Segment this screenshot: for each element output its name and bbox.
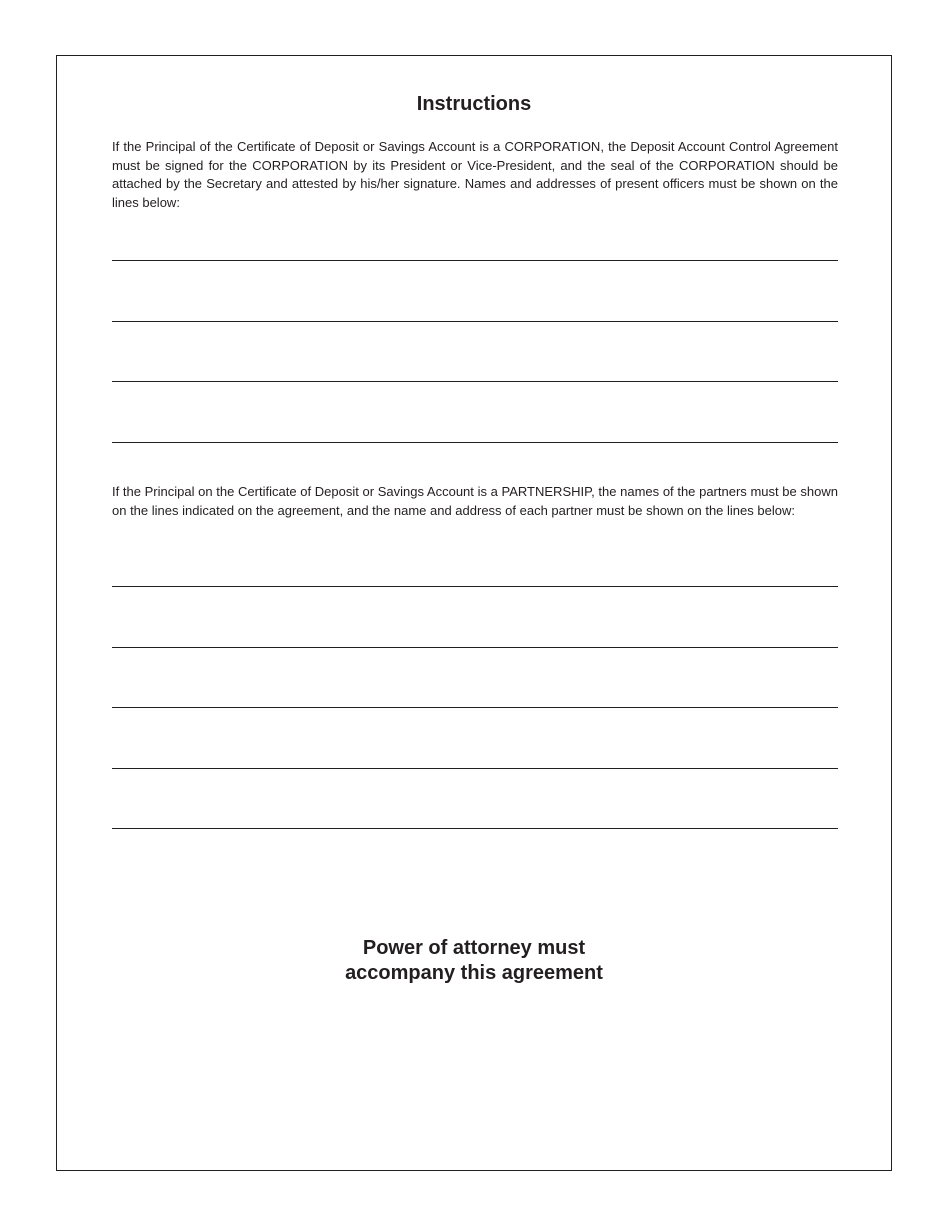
- officer-line-1[interactable]: [112, 260, 838, 261]
- power-of-attorney-notice: [57, 936, 891, 986]
- notice-line-1: Power of attorney must: [362, 937, 586, 959]
- partnership-instructions: If the Principal on the Certificate of Deposit or Savings Account is a PARTNERSHIP, the names of the partners must be shown on the lines indicated on the agreement, and the name and address of each partner must be shown on the lines below:: [112, 484, 838, 518]
- partner-line-3[interactable]: [112, 707, 838, 708]
- notice-line-2: accompany this agreement: [345, 962, 603, 984]
- officer-line-3[interactable]: [112, 381, 838, 382]
- officer-line-2[interactable]: [112, 321, 838, 322]
- partner-line-5[interactable]: [112, 828, 838, 829]
- page-title: Instructions: [416, 93, 532, 115]
- partner-line-1[interactable]: [112, 586, 838, 587]
- page-frame: [56, 55, 892, 1171]
- partner-line-4[interactable]: [112, 768, 838, 769]
- corporation-instructions: If the Principal of the Certificate of Deposit or Savings Account is a CORPORATION, the Deposit Account Control Agreement must be signed for the CORPORATION by its President or Vice-President, and the seal of the CORPORATION should be attached by the Secretary and attested by his/her signature. Names and addresses of present officers must be shown on the lines below:: [112, 139, 838, 210]
- officer-line-4[interactable]: [112, 442, 838, 443]
- partner-line-2[interactable]: [112, 647, 838, 648]
